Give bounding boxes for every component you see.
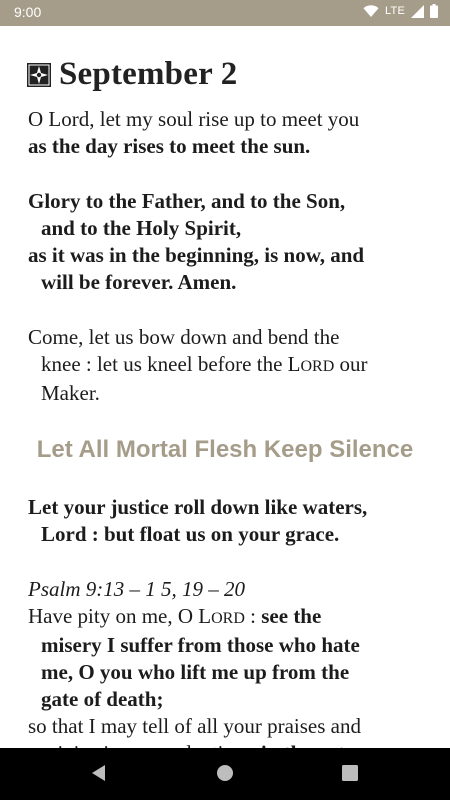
- psalm-line: misery I suffer from those who hate: [41, 633, 360, 657]
- page-header: [27, 56, 237, 93]
- hymn-title-link[interactable]: Let All Mortal Flesh Keep Silence: [36, 436, 414, 463]
- antiphon: [28, 494, 428, 548]
- gloria-line: will be forever. Amen.: [41, 270, 237, 294]
- invitatory: [28, 324, 428, 407]
- psalm: [28, 576, 428, 767]
- home-icon[interactable]: [214, 762, 236, 789]
- gloria-line: as it was in the beginning, is now, and: [28, 243, 365, 267]
- psalm-reference: Psalm 9:13 – 1 5, 19 – 20: [28, 577, 245, 601]
- psalm-line: me, O you who lift me up from the: [41, 660, 350, 684]
- invitatory-line: knee : let us kneel before the LORD our: [41, 352, 368, 376]
- gloria: [28, 188, 428, 296]
- network-type-label: LTE: [385, 5, 405, 17]
- opening-verse-response: as the day rises to meet the sun.: [28, 134, 311, 158]
- signal-icon: [411, 5, 424, 18]
- back-icon[interactable]: [88, 762, 110, 789]
- reading-content[interactable]: [0, 26, 450, 748]
- cross-icon: [27, 63, 51, 87]
- psalm-line: Have pity on me, O LORD : see the: [28, 604, 322, 628]
- gloria-line: and to the Holy Spirit,: [41, 216, 242, 240]
- status-bar: [0, 0, 450, 26]
- psalm-line: so that I may tell of all your praises and: [28, 714, 361, 738]
- battery-icon: [430, 4, 438, 18]
- antiphon-line: Lord : but float us on your grace.: [41, 522, 340, 546]
- status-icons: [363, 4, 438, 18]
- status-time: 9:00: [14, 4, 42, 20]
- wifi-icon: [363, 5, 379, 18]
- page-title: September 2: [59, 56, 238, 92]
- navigation-bar: [0, 748, 450, 800]
- antiphon-line: Let your justice roll down like waters,: [28, 495, 368, 519]
- gloria-line: Glory to the Father, and to the Son,: [28, 189, 346, 213]
- opening-verse-line: O Lord, let my soul rise up to meet you: [28, 107, 360, 131]
- opening-verse: [28, 106, 428, 160]
- invitatory-line: Come, let us bow down and bend the: [28, 325, 340, 349]
- invitatory-line: Maker.: [41, 381, 100, 405]
- psalm-line: gate of death;: [41, 687, 164, 711]
- recents-icon[interactable]: [339, 762, 361, 789]
